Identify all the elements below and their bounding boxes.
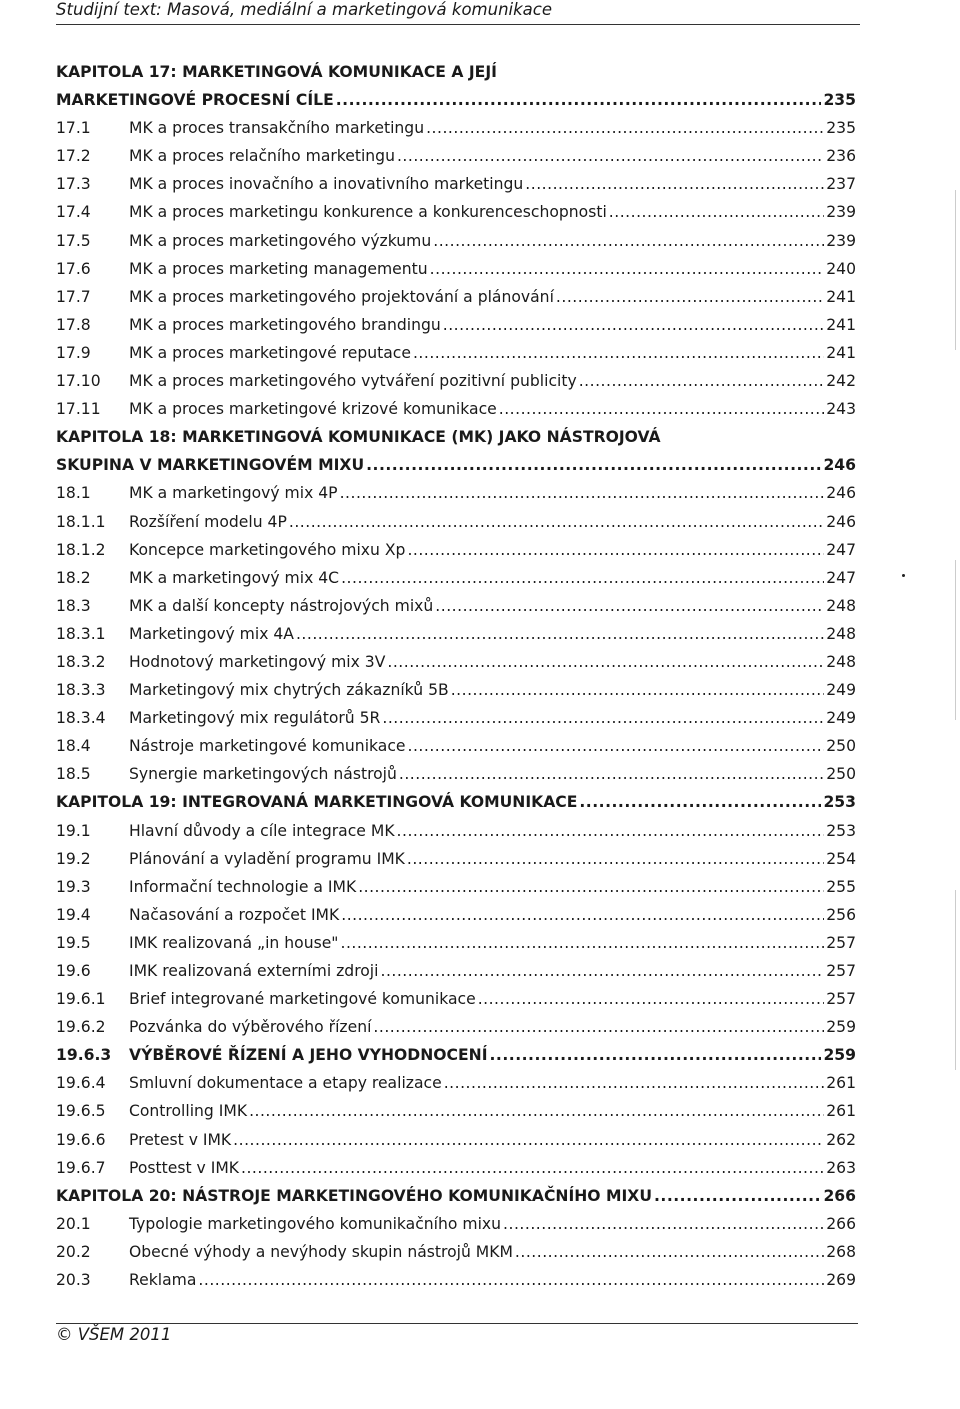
page-number: 248 xyxy=(826,624,856,643)
page-number: 241 xyxy=(826,315,856,334)
chapter-heading[interactable] xyxy=(56,86,856,114)
entry-title: MK a proces marketingové reputace xyxy=(129,343,411,362)
toc-entry[interactable] xyxy=(56,1097,856,1125)
entry-title: MK a proces marketingového brandingu xyxy=(129,315,441,334)
page-header xyxy=(56,0,860,25)
toc-entry[interactable] xyxy=(56,283,856,311)
entry-number: 17.1 xyxy=(56,119,91,138)
page-number: 257 xyxy=(826,990,856,1009)
page-number: 259 xyxy=(826,1018,856,1037)
chapter-title: KAPITOLA 19: INTEGROVANÁ MARKETINGOVÁ KOMUNIKACE xyxy=(56,793,578,812)
leader-dots xyxy=(341,901,824,929)
entry-title: Marketingový mix regulátorů 5R xyxy=(129,709,381,728)
leader-dots xyxy=(499,395,824,423)
entry-title: Hlavní důvody a cíle integrace MK xyxy=(129,821,395,840)
page-number: 248 xyxy=(826,652,856,671)
leader-dots xyxy=(408,732,825,760)
leader-dots xyxy=(426,114,824,142)
page-number: 269 xyxy=(826,1271,856,1290)
entry-title: Načasování a rozpočet IMK xyxy=(129,905,340,924)
toc-entry[interactable] xyxy=(56,564,856,592)
entry-title: Koncepce marketingového mixu Xp xyxy=(129,540,406,559)
chapter-title: SKUPINA V MARKETINGOVÉM MIXU xyxy=(56,456,365,475)
entry-title: Smluvní dokumentace a etapy realizace xyxy=(129,1074,442,1093)
toc-entry[interactable] xyxy=(56,648,856,676)
toc-entry[interactable] xyxy=(56,817,856,845)
page-number: 255 xyxy=(826,877,856,896)
entry-number: 18.3.1 xyxy=(56,624,106,643)
entry-title: Marketingový mix chytrých zákazníků 5B xyxy=(129,681,449,700)
toc-entry[interactable] xyxy=(56,536,856,564)
page-number: 257 xyxy=(826,962,856,980)
entry-number: 18.1.1 xyxy=(56,512,106,531)
toc-entry[interactable] xyxy=(56,255,856,283)
entry-title: MK a proces relačního marketingu xyxy=(129,147,395,166)
leader-dots xyxy=(654,1182,821,1210)
entry-title: VÝBĚROVÉ ŘÍZENÍ A JEHO VYHODNOCENÍ xyxy=(129,1046,488,1065)
toc-entry[interactable] xyxy=(56,1013,856,1041)
entry-title: MK a proces marketingového vytváření pozitivní publicity xyxy=(129,372,577,391)
chapter-heading[interactable] xyxy=(56,451,856,479)
entry-title: MK a proces marketingové krizové komunikace xyxy=(129,400,497,419)
page-number: 253 xyxy=(823,793,856,812)
entry-number: 20.3 xyxy=(56,1271,91,1290)
leader-dots xyxy=(397,142,824,170)
page-number: 268 xyxy=(826,1242,856,1261)
entry-number: 17.5 xyxy=(56,231,91,250)
page-number: 253 xyxy=(826,821,856,840)
entry-number: 18.1.2 xyxy=(56,540,106,559)
toc-entry[interactable] xyxy=(56,985,856,1013)
entry-title: MK a proces inovačního a inovativního marketingu xyxy=(129,175,524,194)
entry-number: 18.3 xyxy=(56,596,91,615)
entry-title: IMK realizovaná externími zdroji xyxy=(129,962,379,980)
page-number: 243 xyxy=(826,400,856,419)
toc-entry[interactable] xyxy=(56,901,856,929)
page-number: 262 xyxy=(826,1130,856,1149)
page-number: 266 xyxy=(823,1186,856,1205)
page-number: 250 xyxy=(826,765,856,784)
leader-dots xyxy=(340,479,825,507)
entry-number: 18.5 xyxy=(56,765,91,784)
toc-entry[interactable] xyxy=(56,508,856,536)
toc-entry[interactable] xyxy=(56,198,856,226)
leader-dots xyxy=(433,227,824,255)
entry-number: 18.4 xyxy=(56,737,91,756)
leader-dots xyxy=(296,620,824,648)
chapter-title: KAPITOLA 18: MARKETINGOVÁ KOMUNIKACE (MK) JAKO NÁSTROJOVÁ xyxy=(56,428,661,447)
page-number: 246 xyxy=(826,512,856,531)
leader-dots xyxy=(397,817,825,845)
toc-entry[interactable] xyxy=(56,929,856,957)
leader-dots xyxy=(490,1041,822,1069)
entry-number: 18.1 xyxy=(56,484,91,503)
chapter-heading[interactable] xyxy=(56,423,856,451)
page-number: 261 xyxy=(826,1074,856,1093)
leader-dots xyxy=(373,1013,824,1041)
stray-dot xyxy=(902,574,905,577)
toc-entry[interactable] xyxy=(56,592,856,620)
chapter-title: MARKETINGOVÉ PROCESNÍ CÍLE xyxy=(56,91,334,110)
entry-number: 18.3.4 xyxy=(56,709,106,728)
toc-entry[interactable] xyxy=(56,1126,856,1154)
entry-title: Plánování a vyladění programu IMK xyxy=(129,849,405,868)
entry-title: Synergie marketingových nástrojů xyxy=(129,765,397,784)
page-number: 248 xyxy=(826,596,856,615)
leader-dots xyxy=(289,508,824,536)
entry-title: MK a proces marketing managementu xyxy=(129,259,428,278)
entry-title: Brief integrované marketingové komunikace xyxy=(129,990,476,1009)
entry-number: 19.3 xyxy=(56,877,91,896)
page-number: 240 xyxy=(826,259,856,278)
leader-dots xyxy=(336,86,822,114)
page-number: 246 xyxy=(823,456,856,475)
leader-dots xyxy=(413,339,824,367)
toc-entry[interactable] xyxy=(56,479,856,507)
page-number: 235 xyxy=(826,119,856,138)
entry-number: 20.1 xyxy=(56,1214,91,1233)
header-title: Studijní text: Masová, mediální a marketingová komunikace xyxy=(56,0,552,19)
entry-title: Posttest v IMK xyxy=(129,1158,239,1177)
page-number: 249 xyxy=(826,681,856,700)
page-number: 239 xyxy=(826,203,856,222)
page-number: 263 xyxy=(826,1158,856,1177)
entry-title: MK a proces marketingového výzkumu xyxy=(129,231,432,250)
table-of-contents xyxy=(56,58,856,1294)
entry-number: 17.9 xyxy=(56,343,91,362)
entry-title: Reklama xyxy=(129,1271,197,1290)
toc-entry[interactable] xyxy=(56,704,856,732)
entry-title: Obecné výhody a nevýhody skupin nástrojů MKM xyxy=(129,1242,513,1261)
toc-entry[interactable] xyxy=(56,620,856,648)
leader-dots xyxy=(382,704,824,732)
leader-dots xyxy=(241,1154,824,1182)
leader-dots xyxy=(249,1097,824,1125)
entry-number: 19.6.1 xyxy=(56,990,106,1009)
leader-dots xyxy=(556,283,824,311)
chapter-title: KAPITOLA 20: NÁSTROJE MARKETINGOVÉHO KOMUNIKAČNÍHO MIXU xyxy=(56,1186,652,1205)
page-number: 266 xyxy=(826,1214,856,1233)
leader-dots xyxy=(515,1238,824,1266)
leader-dots xyxy=(444,1069,825,1097)
toc-entry[interactable] xyxy=(56,957,856,985)
page-number: 239 xyxy=(826,231,856,250)
entry-number: 19.6.4 xyxy=(56,1074,106,1093)
entry-title: MK a proces transakčního marketingu xyxy=(129,119,425,138)
page-number: 242 xyxy=(826,372,856,391)
entry-number: 19.4 xyxy=(56,905,91,924)
page-number: 249 xyxy=(826,709,856,728)
toc-entry[interactable] xyxy=(56,845,856,873)
page-number: 247 xyxy=(826,540,856,559)
toc-entry[interactable] xyxy=(56,367,856,395)
leader-dots xyxy=(451,676,825,704)
toc-entry[interactable] xyxy=(56,1238,856,1266)
toc-entry[interactable] xyxy=(56,114,856,142)
entry-title: MK a proces marketingového projektování a plánování xyxy=(129,287,554,306)
entry-number: 17.10 xyxy=(56,372,101,391)
entry-title: Typologie marketingového komunikačního mixu xyxy=(129,1214,502,1233)
entry-title: MK a proces marketingu konkurence a konkurenceschopnosti xyxy=(129,203,607,222)
footer-rule xyxy=(56,1323,858,1324)
entry-number: 19.6.3 xyxy=(56,1046,112,1065)
leader-dots xyxy=(233,1126,824,1154)
leader-dots xyxy=(380,957,824,985)
entry-number: 17.11 xyxy=(56,400,101,419)
entry-title: Marketingový mix 4A xyxy=(129,624,294,643)
toc-entry[interactable] xyxy=(56,1210,856,1238)
leader-dots xyxy=(478,985,825,1013)
entry-number: 18.3.2 xyxy=(56,652,106,671)
page-number: 247 xyxy=(826,568,856,587)
toc-entry-bold[interactable] xyxy=(56,1041,856,1069)
toc-entry[interactable] xyxy=(56,339,856,367)
entry-number: 17.3 xyxy=(56,175,91,194)
entry-number: 19.6.5 xyxy=(56,1102,106,1121)
entry-number: 19.1 xyxy=(56,821,91,840)
leader-dots xyxy=(443,311,824,339)
toc-entry[interactable] xyxy=(56,311,856,339)
toc-entry[interactable] xyxy=(56,170,856,198)
entry-title: Controlling IMK xyxy=(129,1102,248,1121)
entry-number: 18.3.3 xyxy=(56,681,106,700)
toc-entry[interactable] xyxy=(56,760,856,788)
scan-edge-line xyxy=(955,190,956,350)
entry-number: 17.2 xyxy=(56,147,91,166)
toc-entry[interactable] xyxy=(56,732,856,760)
toc-entry[interactable] xyxy=(56,1266,856,1294)
leader-dots xyxy=(341,564,824,592)
page-number: 235 xyxy=(823,91,856,110)
page-number: 256 xyxy=(826,905,856,924)
entry-number: 20.2 xyxy=(56,1242,91,1261)
entry-number: 17.7 xyxy=(56,287,91,306)
leader-dots xyxy=(525,170,824,198)
footer-copyright: © VŠEM 2011 xyxy=(56,1325,172,1344)
entry-number: 19.5 xyxy=(56,933,91,952)
leader-dots xyxy=(358,873,824,901)
leader-dots xyxy=(407,536,824,564)
entry-title: IMK realizovaná „in house" xyxy=(129,933,339,952)
entry-title: Informační technologie a IMK xyxy=(129,877,357,896)
leader-dots xyxy=(503,1210,824,1238)
entry-title: Hodnotový marketingový mix 3V xyxy=(129,652,386,671)
entry-title: Pozvánka do výběrového řízení xyxy=(129,1018,372,1037)
leader-dots xyxy=(407,845,824,873)
page-number: 246 xyxy=(826,484,856,503)
leader-dots xyxy=(366,451,821,479)
entry-number: 19.6.2 xyxy=(56,1018,106,1037)
toc-entry[interactable] xyxy=(56,227,856,255)
page-number: 254 xyxy=(826,849,856,868)
entry-number: 19.6 xyxy=(56,962,91,980)
toc-entry[interactable] xyxy=(56,1154,856,1182)
page-number: 236 xyxy=(826,147,856,166)
toc-entry[interactable] xyxy=(56,676,856,704)
toc-entry[interactable] xyxy=(56,873,856,901)
entry-number: 19.6.7 xyxy=(56,1158,106,1177)
entry-number: 17.6 xyxy=(56,259,91,278)
leader-dots xyxy=(430,255,825,283)
entry-title: Rozšíření modelu 4P xyxy=(129,512,287,531)
page-number: 261 xyxy=(826,1102,856,1121)
page-number: 250 xyxy=(826,737,856,756)
leader-dots xyxy=(387,648,824,676)
leader-dots xyxy=(609,198,824,226)
entry-title: MK a marketingový mix 4P xyxy=(129,484,338,503)
leader-dots xyxy=(579,788,821,816)
leader-dots xyxy=(198,1266,824,1294)
entry-number: 18.2 xyxy=(56,568,91,587)
leader-dots xyxy=(435,592,824,620)
toc-entry[interactable] xyxy=(56,142,856,170)
entry-title: Pretest v IMK xyxy=(129,1130,232,1149)
entry-title: Nástroje marketingové komunikace xyxy=(129,737,406,756)
page-number: 241 xyxy=(826,287,856,306)
chapter-heading[interactable] xyxy=(56,788,856,816)
entry-number: 17.4 xyxy=(56,203,91,222)
entry-number: 17.8 xyxy=(56,315,91,334)
toc-entry[interactable] xyxy=(56,395,856,423)
entry-number: 19.2 xyxy=(56,849,91,868)
toc-entry[interactable] xyxy=(56,1069,856,1097)
entry-number: 19.6.6 xyxy=(56,1130,106,1149)
page-number: 257 xyxy=(826,933,856,952)
chapter-heading[interactable] xyxy=(56,1182,856,1210)
chapter-title: KAPITOLA 17: MARKETINGOVÁ KOMUNIKACE A JEJÍ xyxy=(56,63,497,81)
entry-title: MK a marketingový mix 4C xyxy=(129,568,340,587)
leader-dots xyxy=(340,929,824,957)
leader-dots xyxy=(399,760,824,788)
leader-dots xyxy=(579,367,825,395)
entry-title: MK a další koncepty nástrojových mixů xyxy=(129,596,434,615)
chapter-heading[interactable] xyxy=(56,58,856,86)
page-number: 237 xyxy=(826,175,856,194)
scan-edge-line xyxy=(955,560,956,720)
page-number: 241 xyxy=(826,343,856,362)
page-number: 259 xyxy=(823,1046,856,1065)
scan-edge-line xyxy=(955,890,956,1070)
